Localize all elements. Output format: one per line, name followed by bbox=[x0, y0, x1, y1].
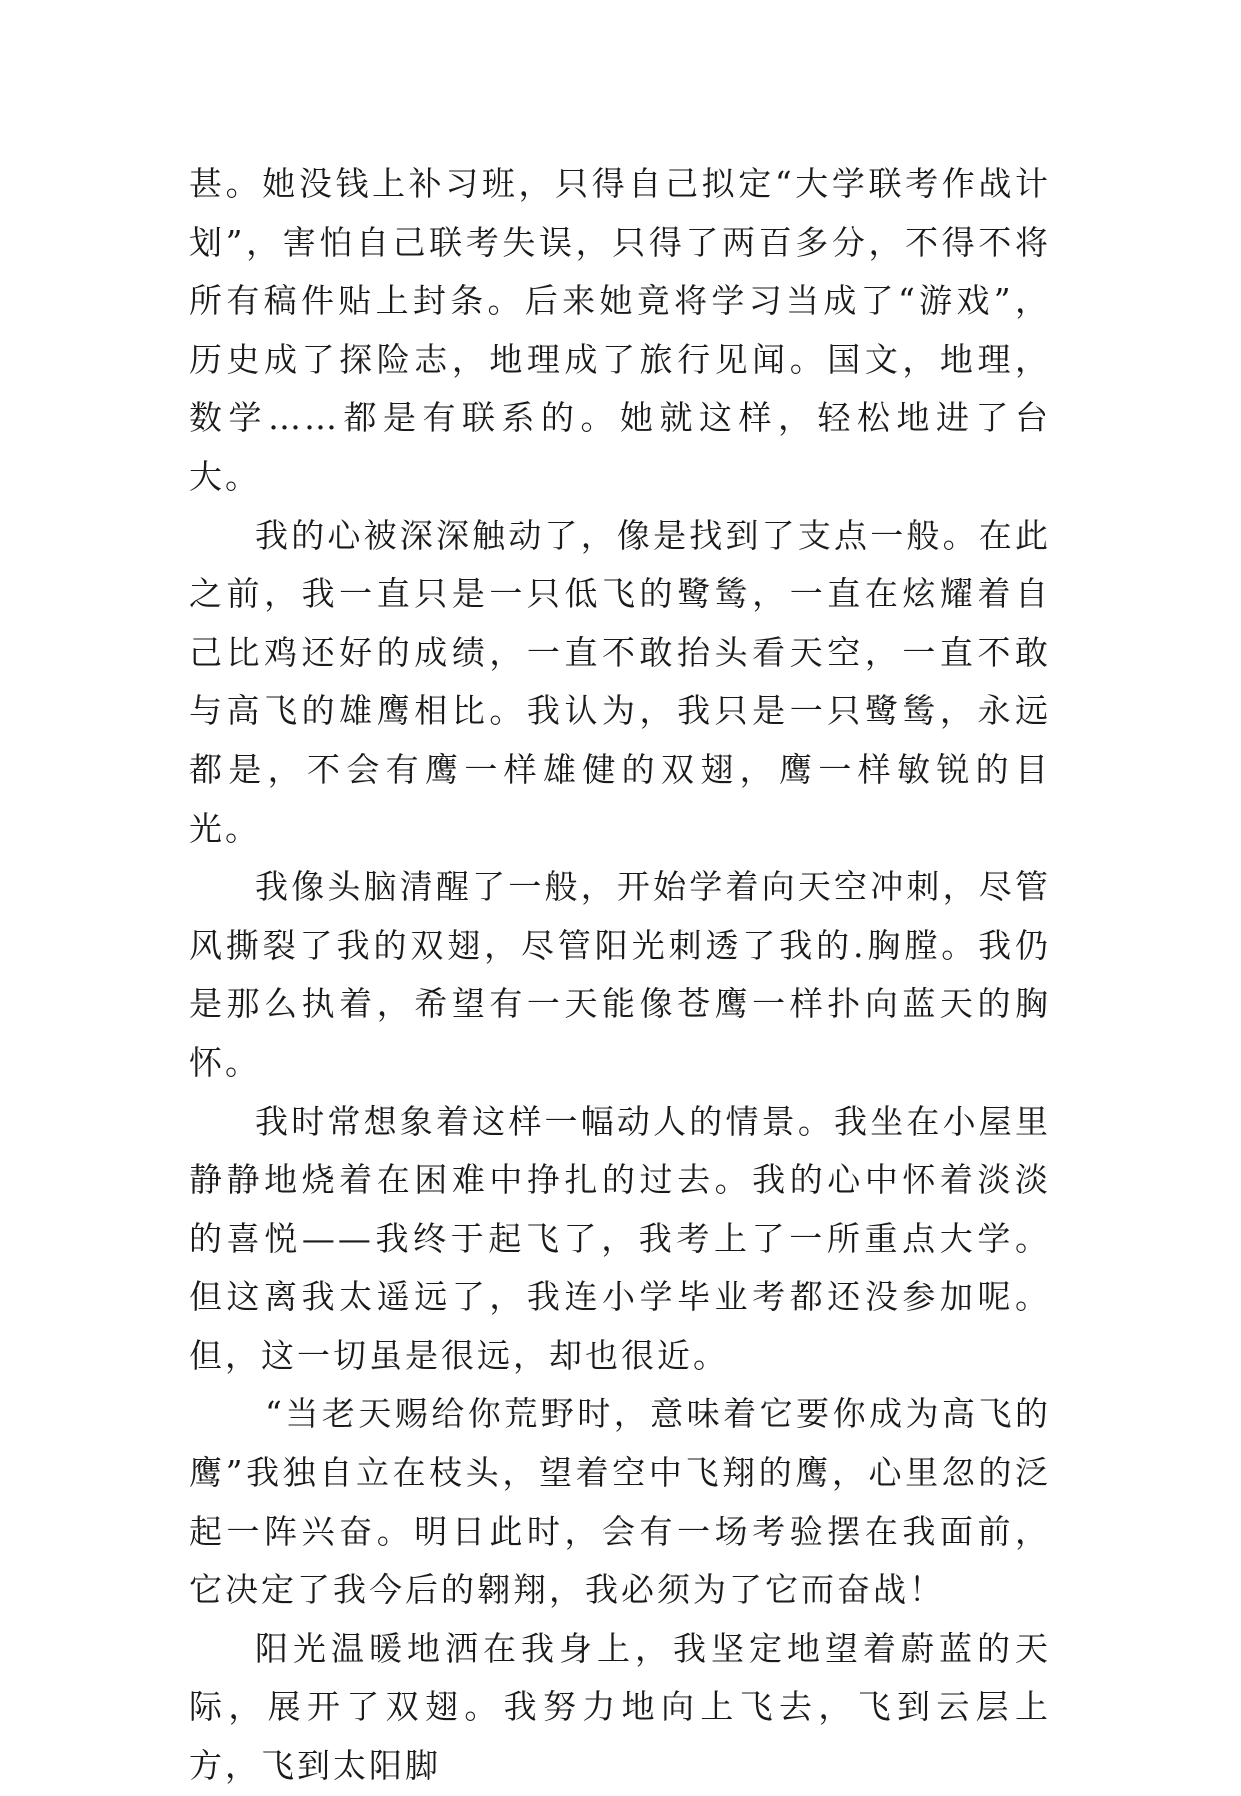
paragraph-5: “当老天赐给你荒野时，意味着它要你成为高飞的鹰”我独自立在枝头，望着空中飞翔的鹰，心里忽的泛起一阵兴奋。明日此时，会有一场考验摆在我面前，它决定了我今后的翱翔，我必须为了它而奋战！ bbox=[189, 1394, 1051, 1610]
paragraph-1: 甚。她没钱上补习班，只得自己拟定“大学联考作战计划”，害怕自己联考失误，只得了两百多分，不得不将所有稿件贴上封条。后来她竟将学习当成了“游戏”，历史成了探险志，地理成了旅行见闻。国文，地理，数学……都是有联系的。她就这样，轻松地进了台大。 bbox=[189, 164, 1051, 496]
paragraph-3: 我像头脑清醒了一般，开始学着向天空冲刺，尽管风撕裂了我的双翅，尽管阳光刺透了我的.胸膛。我仍是那么执着，希望有一天能像苍鹰一样扑向蓝天的胸怀。 bbox=[189, 867, 1051, 1082]
paragraph-6: 阳光温暖地洒在我身上，我坚定地望着蔚蓝的天际，展开了双翅。我努力地向上飞去，飞到云层上方，飞到太阳脚 bbox=[189, 1628, 1051, 1786]
paragraph-2: 我的心被深深触动了，像是找到了支点一般。在此之前，我一直只是一只低飞的鹭鸶，一直在炫耀着自己比鸡还好的成绩，一直不敢抬头看天空，一直不敢与高飞的雄鹰相比。我认为，我只是一只鹭鸶，永远都是，不会有鹰一样雄健的双翅，鹰一样敏锐的目光。 bbox=[189, 515, 1051, 848]
paragraph-4: 我时常想象着这样一幅动人的情景。我坐在小屋里静静地烧着在困难中挣扎的过去。我的心中怀着淡淡的喜悦——我终于起飞了，我考上了一所重点大学。但这离我太遥远了，我连小学毕业考都还没参加呢。但，这一切虽是很远，却也很近。 bbox=[189, 1101, 1051, 1375]
document-body bbox=[189, 155, 1051, 1796]
